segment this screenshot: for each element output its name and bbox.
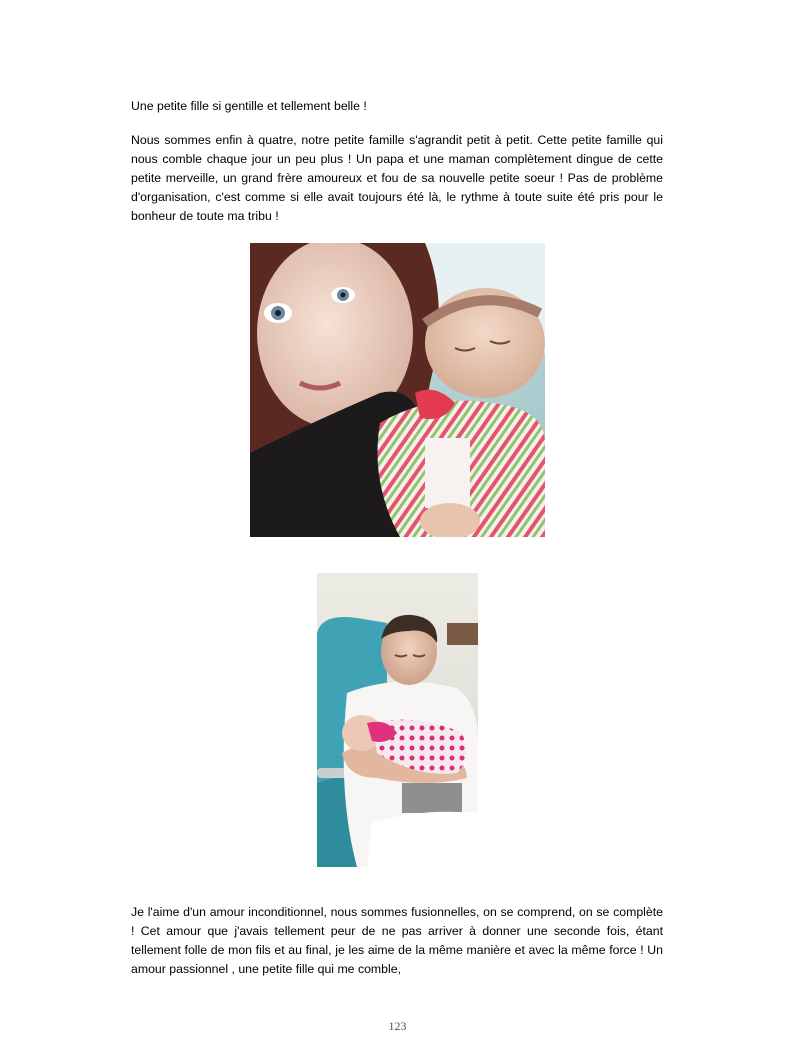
photo-father-with-baby [317, 573, 478, 867]
photo-mother-with-baby [250, 243, 545, 537]
paragraph-family: Nous sommes enfin à quatre, notre petite famille s'agrandit petit à petit. Cette petite famille qui nous comble chaque jour un peu plus ! Un papa et une maman complètement dingue de cette petite merveille, un grand frère amoureux et fou de sa nouvelle petite soeur ! Pas de problème d'organisation, c'est comme si elle avait toujours été là, le rythme à toute suite été pris pour le bonheur de toute ma tribu ! [131, 133, 663, 223]
paragraph-intro: Une petite fille si gentille et tellement belle ! [131, 99, 367, 113]
page-number: 123 [388, 1019, 407, 1033]
paragraph-love: Je l'aime d'un amour inconditionnel, nous sommes fusionnelles, on se comprend, on se complète ! Cet amour que j'avais tellement peur de ne pas arriver à donner une seconde fois, étant tellement folle de mon fils et au final, je les aime de la même manière et avec la même force ! Un amour passionnel , une petite fille qui me comble, [131, 905, 663, 976]
